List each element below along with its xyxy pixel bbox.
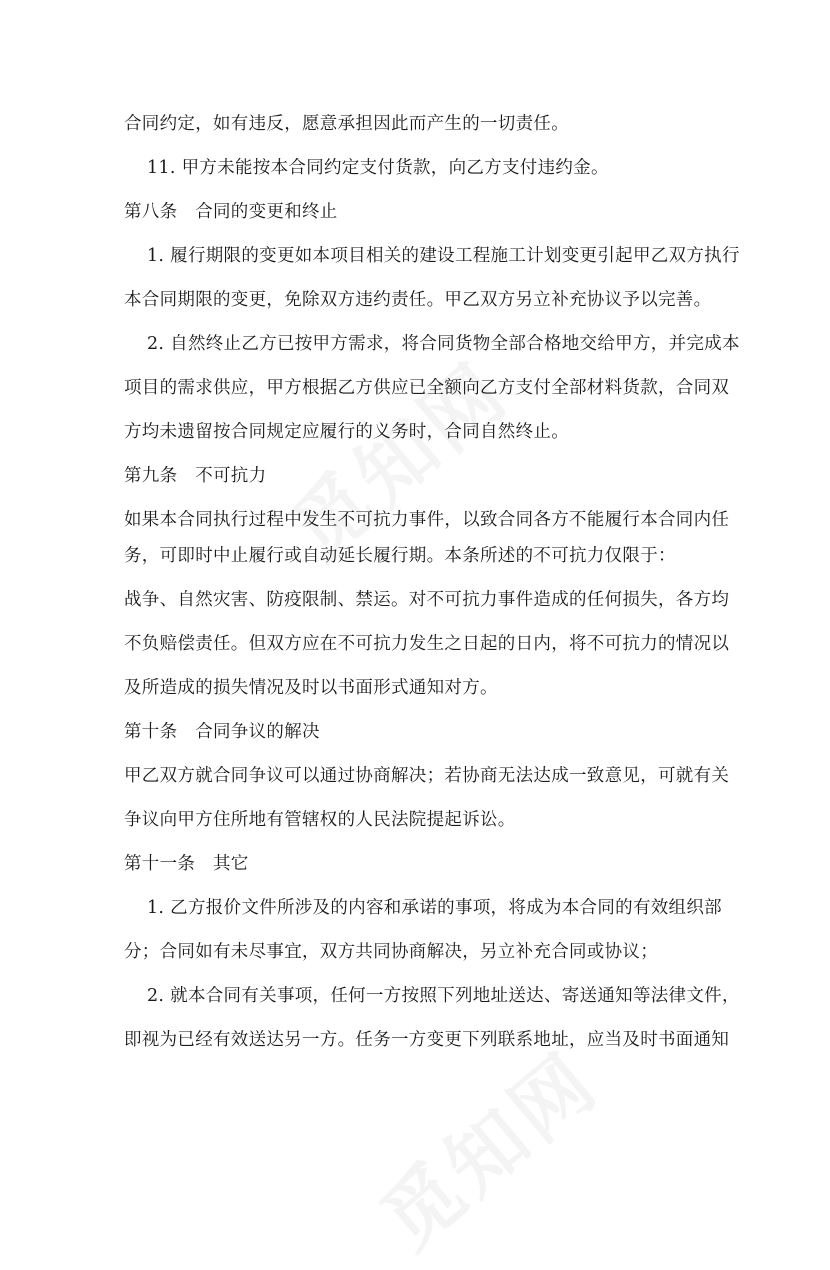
text-line: 项目的需求供应，甲方根据乙方供应已全额向乙方支付全部材料货款，合同双 (124, 378, 730, 398)
section-heading: 第十一条 其它 (124, 854, 249, 874)
section-heading: 第八条 合同的变更和终止 (124, 202, 338, 222)
text-line: 11. 甲方未能按本合同约定支付货款，向乙方支付违约金。 (147, 158, 609, 178)
text-line: 甲乙双方就合同争议可以通过协商解决；若协商无法达成一致意见，可就有关 (124, 766, 730, 786)
text-line: 方均未遗留按合同规定应履行的义务时，合同自然终止。 (124, 422, 569, 442)
text-line: 分；合同如有未尽事宜，双方共同协商解决，另立补充合同或协议； (124, 942, 658, 962)
text-line: 争议向甲方住所地有管辖权的人民法院提起诉讼。 (124, 810, 516, 830)
text-line: 不负赔偿责任。但双方应在不可抗力发生之日起的日内，将不可抗力的情况以 (124, 634, 730, 654)
section-heading: 第九条 不可抗力 (124, 466, 267, 486)
text-line: 及所造成的损失情况及时以书面形式通知对方。 (124, 678, 498, 698)
text-line: 1. 乙方报价文件所涉及的内容和承诺的事项，将成为本合同的有效组织部 (147, 898, 722, 918)
text-line: 务，可即时中止履行或自动延长履行期。本条所述的不可抗力仅限于： (124, 546, 676, 566)
section-heading: 第十条 合同争议的解决 (124, 722, 320, 742)
text-line: 1. 履行期限的变更如本项目相关的建设工程施工计划变更引起甲乙双方执行 (147, 246, 740, 266)
text-line: 战争、自然灾害、防疫限制、禁运。对不可抗力事件造成的任何损失，各方均 (124, 590, 730, 610)
text-line: 合同约定，如有违反，愿意承担因此而产生的一切责任。 (124, 114, 569, 134)
text-line: 2. 就本合同有关事项，任何一方按照下列地址送达、寄送通知等法律文件， (147, 986, 740, 1006)
text-line: 本合同期限的变更，免除双方违约责任。甲乙双方另立补充协议予以完善。 (124, 290, 712, 310)
watermark (263, 332, 528, 580)
text-line: 即视为已经有效送达另一方。任务一方变更下列联系地址，应当及时书面通知 (124, 1030, 730, 1050)
text-line: 2. 自然终止乙方已按甲方需求，将合同货物全部合格地交给甲方，并完成本 (147, 334, 740, 354)
watermark (353, 1022, 618, 1270)
text-line: 如果本合同执行过程中发生不可抗力事件，以致合同各方不能履行本合同内任 (124, 510, 730, 530)
